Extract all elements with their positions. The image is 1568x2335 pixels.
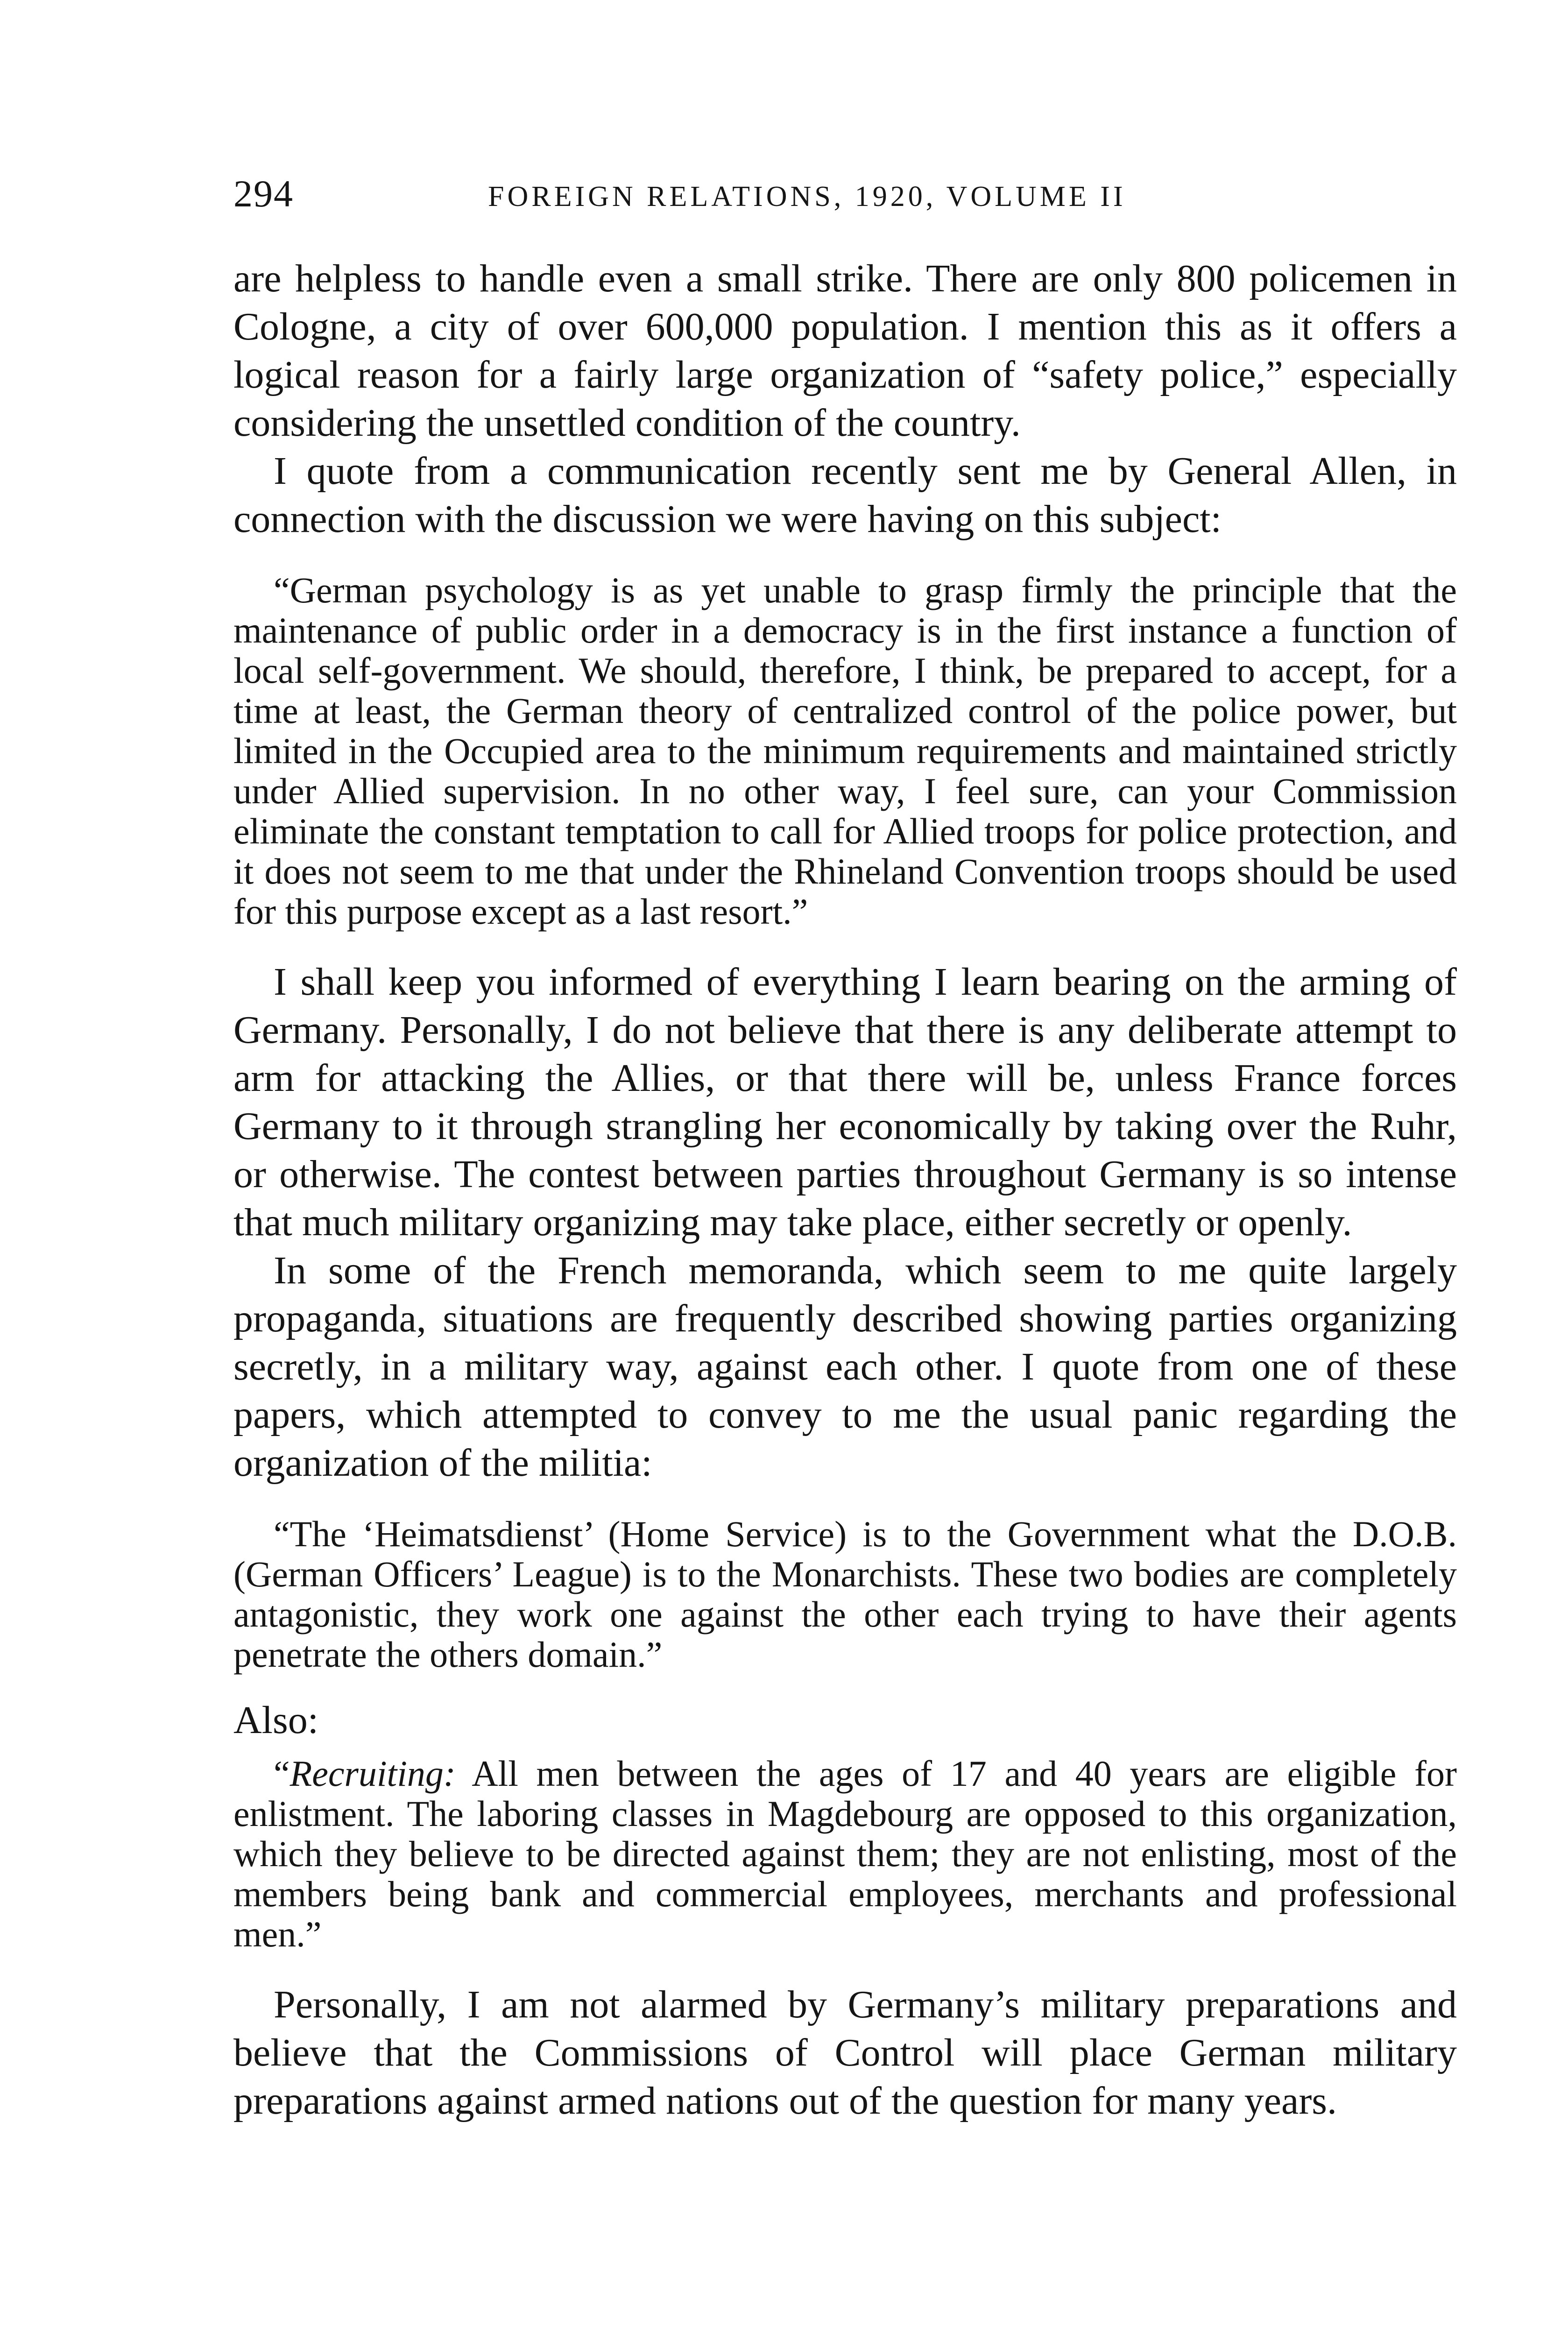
paragraph-arming: I shall keep you informed of everything I learn bearing on the arming of Germany. Personally, I do not believe that there is any deliberate attempt to arm for attacking the Allies, or that there will be, unless France forces Germany to it through strangling her economically by taking over the Ruhr, or otherwise. The contest between parties throughout Germany is so intense that much military organizing may take place, either secretly or openly. xyxy=(233,960,1457,1244)
also-label: Also: xyxy=(233,1698,319,1742)
quote-heimatsdienst: “The ‘Heimatsdienst’ (Home Service) is to the Government what the D.O.B. (German Officers’ League) is to the Monarchists. These two bodies are completely antagonistic, they work one against the other each trying to have their agents penetrate the others domain.” xyxy=(233,1514,1457,1675)
quote-allen: “German psychology is as yet unable to grasp firmly the principle that the maintenance of public order in a democracy is in the first instance a function of local self-government. We should, therefore, I think, be prepared to accept, for a time at least, the German theory of centralized control of the police power, but limited in the Occupied area to the minimum requirements and maintained strictly under Allied supervision. In no other way, I feel sure, can your Commission eliminate the constant temptation to call for Allied troops for police protection, and it does not seem to me that under the Rhineland Convention troops should be used for this purpose except as a last resort.” xyxy=(233,570,1457,932)
quote-open-mark: “ xyxy=(274,1753,290,1794)
paragraph-allen-intro: I quote from a communication recently sent me by General Allen, in connection with the discussion we were having on this subject: xyxy=(233,449,1457,541)
running-head: FOREIGN RELATIONS, 1920, VOLUME II xyxy=(488,181,1126,212)
recruiting-heading: Recruiting: xyxy=(290,1753,456,1794)
body-text xyxy=(233,255,1457,2125)
page-number: 294 xyxy=(233,172,294,215)
paragraph-continued: are helpless to handle even a small strike. There are only 800 policemen in Cologne, a city of over 600,000 population. I mention this as it offers a logical reason for a fairly large organization of “safety police,” especially considering the unsettled condition of the country. xyxy=(233,257,1457,445)
paragraph-conclusion: Personally, I am not alarmed by Germany’s military preparations and believe that the Commissions of Control will place German military preparations against armed nations out of the question for many years. xyxy=(233,1983,1457,2123)
page-header xyxy=(233,168,1457,219)
quote-recruiting xyxy=(233,1754,1457,1954)
paragraph-french-memoranda: In some of the French memoranda, which seem to me quite largely propaganda, situations are frequently described showing parties organizing secretly, in a military way, against each other. I quote from one of these papers, which attempted to convey to me the usual panic regarding the organization of the militia: xyxy=(233,1249,1457,1485)
recruiting-text: All men between the ages of 17 and 40 years are eligible for enlistment. The laboring classes in Magdebourg are opposed to this organization, which they believe to be directed against them; they are not enlisting, most of the members being bank and commercial employees, merchants and professional men.” xyxy=(233,1753,1457,1954)
